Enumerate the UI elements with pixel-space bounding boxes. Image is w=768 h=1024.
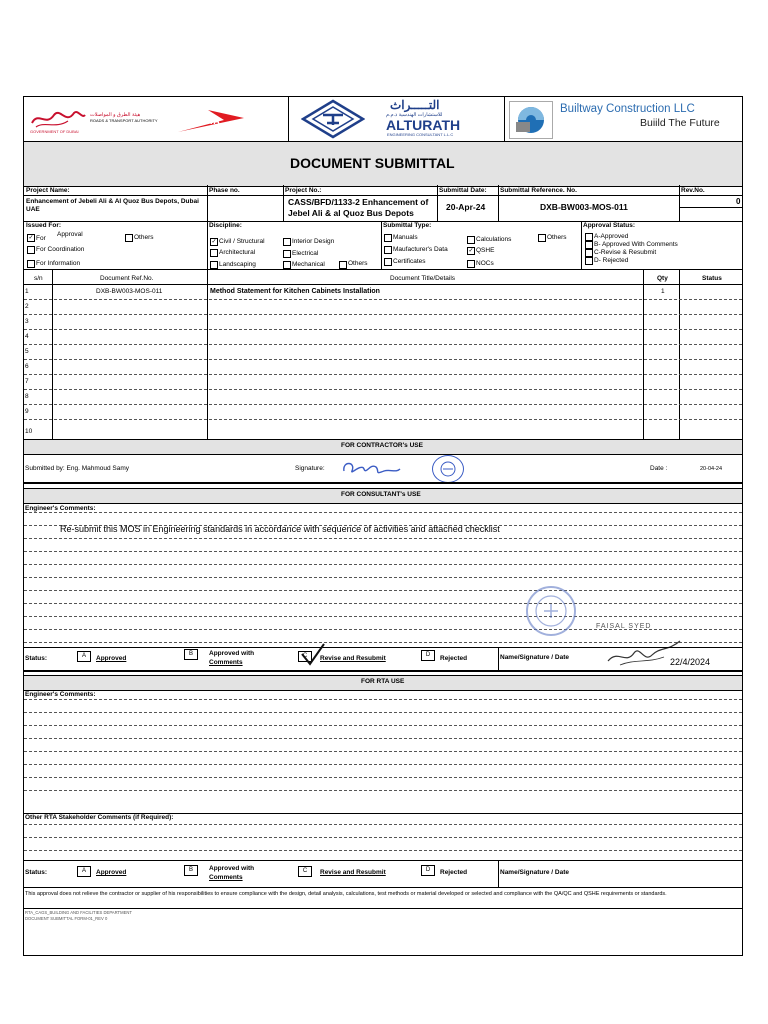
submitted-by: Submitted by: Eng. Mahmoud Samy <box>25 465 130 472</box>
interior-checkbox[interactable] <box>283 238 291 246</box>
consultant-name-sig: Name/Signature / Date <box>500 654 569 661</box>
company-name: Builtway Construction LLC <box>560 103 695 115</box>
landscaping-label: Landscaping <box>219 261 256 268</box>
rta-b-box[interactable]: B <box>184 865 198 876</box>
approval-label: Approval <box>57 231 83 238</box>
rta-other-lines <box>24 814 742 859</box>
submittal-form <box>23 96 743 956</box>
alturath-emblem-icon <box>301 99 365 139</box>
rta-c-box[interactable]: C <box>298 866 312 877</box>
signature-label: Signature: <box>295 465 325 472</box>
consultant-a-box[interactable]: A <box>77 651 91 662</box>
submittal-ref-value: DXB-BW003-MOS-011 <box>540 202 628 212</box>
gov-name: GOVERNMENT OF DUBAI <box>30 129 79 134</box>
phase-label: Phase no. <box>209 187 240 194</box>
nocs-label: NOCs <box>476 260 494 267</box>
signature-scribble-icon <box>340 457 404 479</box>
consultant-d-label: Rejected <box>440 655 468 662</box>
manufacturer-label: Maufacturer's Data <box>393 246 448 253</box>
rta-other-label: Other RTA Stakeholder Comments (if Required): <box>25 814 174 821</box>
issued-others-label: Others <box>134 234 154 241</box>
electrical-checkbox[interactable] <box>283 250 291 258</box>
rta-a-box[interactable]: A <box>77 866 91 877</box>
row-ref: DXB-BW003-MOS-011 <box>96 288 163 295</box>
contractor-signature <box>340 457 404 479</box>
consultant-handwritten-date: 22/4/2024 <box>670 657 711 667</box>
row-sn: 8 <box>25 393 29 400</box>
submittal-date-value: 20-Apr-24 <box>446 202 486 212</box>
dubai-calligraphy-icon <box>28 105 88 131</box>
civil-checkbox[interactable]: ✓ <box>211 239 217 245</box>
footer-dept: RTA_CAGS_BUILDING AND FACILITIES DEPARTMENT <box>25 910 132 915</box>
calculations-checkbox[interactable] <box>467 236 475 244</box>
consultant-c-box[interactable]: C <box>298 651 312 662</box>
consultant-status-label: Status: <box>25 655 48 662</box>
consultant-d-box[interactable]: D <box>421 650 435 661</box>
row-sn: 10 <box>25 428 33 435</box>
rta-status-label: Status: <box>25 869 48 876</box>
interior-label: Interior Design <box>292 238 335 245</box>
row-qty: 1 <box>661 288 665 295</box>
contractor-stamp <box>432 455 464 483</box>
th-sn: s/n <box>34 275 43 282</box>
consultant-a-label: Approved <box>96 655 127 662</box>
qshe-label: QSHE <box>476 247 495 254</box>
manufacturer-checkbox[interactable] <box>384 246 392 254</box>
table-row <box>24 314 742 330</box>
th-status: Status <box>702 275 722 282</box>
type-others-label: Others <box>547 234 567 241</box>
table-row <box>24 344 742 360</box>
status-d-checkbox[interactable] <box>585 257 593 265</box>
project-name-value-1: Enhancement of Jebeli Ali & Al Quoz Bus Depots, Dubai UAE <box>26 198 199 213</box>
rta-section-title: FOR RTA USE <box>361 678 405 685</box>
issued-others-checkbox[interactable] <box>125 234 133 242</box>
consultant-b-label-1: Approved with <box>209 650 255 657</box>
table-row <box>24 389 742 405</box>
certificates-checkbox[interactable] <box>384 258 392 266</box>
submittal-type-label: Submittal Type: <box>383 222 432 229</box>
status-c-label: C-Revise & Resubmit <box>594 249 657 256</box>
approval-status-label: Approval Status: <box>583 222 636 229</box>
architectural-label: Architectural <box>219 249 256 256</box>
consultant-c-label: Revise and Resubmit <box>320 655 386 662</box>
company-tagline: Buiild The Future <box>640 117 720 129</box>
mechanical-label: Mechanical <box>292 261 325 268</box>
table-row <box>24 419 742 440</box>
table-row <box>24 359 742 375</box>
alturath-name: ALTURATH <box>386 117 461 133</box>
for-information-label: For Information <box>36 260 81 267</box>
rta-d-label: Rejected <box>440 869 468 876</box>
consultant-comments-label: Engineer's Comments: <box>25 505 96 512</box>
nocs-checkbox[interactable] <box>467 260 475 268</box>
rta-logo-text: RTA <box>202 116 220 126</box>
calculations-label: Calculations <box>476 236 512 243</box>
rta-b-label-1: Approved with <box>209 865 255 872</box>
discipline-others-label: Others <box>348 260 368 267</box>
submittal-ref-label: Submittal Reference. No. <box>500 187 577 194</box>
table-row <box>24 374 742 390</box>
status-b-label: B- Approved With Comments <box>594 241 678 248</box>
status-d-label: D- Rejected <box>594 257 629 264</box>
certificates-label: Certificates <box>393 258 426 265</box>
for-information-checkbox[interactable] <box>27 260 35 268</box>
rta-name-ar: هيئة الطرق و المواصلات <box>90 112 141 118</box>
row-sn: 7 <box>25 378 29 385</box>
landscaping-checkbox[interactable] <box>210 261 218 269</box>
builtway-logo <box>509 101 553 139</box>
electrical-label: Electrical <box>292 250 319 257</box>
discipline-label: Discipline: <box>209 222 242 229</box>
for-coordination-checkbox[interactable] <box>27 246 35 254</box>
row-sn: 5 <box>25 348 29 355</box>
mechanical-checkbox[interactable] <box>283 261 291 269</box>
rta-logo <box>174 106 246 134</box>
alturath-name-ar: التـــــراث <box>390 98 440 112</box>
rta-a-label: Approved <box>96 869 127 876</box>
contractor-date-value: 20-04-24 <box>700 466 723 472</box>
issued-for-label: Issued For: <box>26 222 62 229</box>
discipline-others-checkbox[interactable] <box>339 261 347 269</box>
manuals-label: Manuals <box>393 234 418 241</box>
government-of-dubai-logo <box>28 105 88 135</box>
th-title: Document Title/Details <box>390 275 456 282</box>
consultant-b-box[interactable]: B <box>184 649 198 660</box>
rta-d-box[interactable]: D <box>421 865 435 876</box>
project-no-value: CASS/BFD/1133-2 Enhancement of Jebel Ali & al Quoz Bus Depots <box>288 197 429 218</box>
alturath-emblem <box>301 99 365 139</box>
civil-label: Civil / Structural <box>219 238 265 245</box>
alturath-sub-ar: للاستشارات الهندسية ذ.م.م <box>386 112 443 118</box>
consultant-comment: Re-submit this MOS in Engineering standards in accordance with sequence of activities and attached checklist <box>60 524 500 534</box>
rta-comment-lines <box>24 689 742 809</box>
architectural-checkbox[interactable] <box>210 249 218 257</box>
status-a-checkbox[interactable] <box>585 233 593 241</box>
row-sn: 9 <box>25 408 29 415</box>
rta-b-label-2: Comments <box>209 874 243 881</box>
rev-label: Rev.No. <box>681 187 705 194</box>
row-sn: 2 <box>25 303 29 310</box>
contractor-section-title: FOR CONTRACTOR's USE <box>341 442 423 449</box>
status-a-label: A-Approved <box>594 233 629 240</box>
disclaimer: This approval does not relieve the contractor or supplier of his responsibilities to ensure compliance with the design, detail analysis, calculations, test methods or material developed or selected and compliance with the QA/QC and QSHE requirements or standards. <box>25 891 667 897</box>
contractor-date-label: Date : <box>650 465 668 472</box>
project-name-label: Project Name: <box>26 187 70 194</box>
status-c-checkbox[interactable] <box>585 249 593 257</box>
project-no-label: Project No.: <box>285 187 322 194</box>
table-row <box>24 299 742 315</box>
row-title: Method Statement for Kitchen Cabinets Installation <box>210 288 380 295</box>
for-label: For <box>36 235 46 242</box>
page-title: DOCUMENT SUBMITTAL <box>290 155 455 171</box>
rta-comments-label: Engineer's Comments: <box>25 691 96 698</box>
consultant-stamp-name: FAISAL SYED <box>596 623 652 630</box>
status-b-checkbox[interactable] <box>585 241 593 249</box>
consultant-seal-icon <box>522 585 580 637</box>
for-coordination-label: For Coordination <box>36 246 85 253</box>
type-others-checkbox[interactable] <box>538 234 546 242</box>
row-sn: 1 <box>25 288 29 295</box>
consultant-b-label-2: Comments <box>209 659 243 666</box>
builtway-emblem-icon <box>510 102 552 138</box>
rta-c-label: Revise and Resubmit <box>320 869 386 876</box>
table-row <box>24 329 742 345</box>
row-sn: 6 <box>25 363 29 370</box>
row-sn: 4 <box>25 333 29 340</box>
table-row <box>24 284 742 299</box>
rta-name-sig: Name/Signature / Date <box>500 869 569 876</box>
for-approval-checkbox[interactable]: ✓ <box>28 235 34 241</box>
rta-name-en: ROADS & TRANSPORT AUTHORITY <box>90 118 158 123</box>
submittal-date-label: Submittal Date: <box>439 187 487 194</box>
row-sn: 3 <box>25 318 29 325</box>
footer-form: DOCUMENT SUBMITTAL FORM-01_REV 0 <box>25 916 108 921</box>
consultant-stamp <box>522 585 580 637</box>
manuals-checkbox[interactable] <box>384 234 392 242</box>
alturath-sub: ENGINEERING CONSULTANT L.L.C <box>387 132 454 137</box>
rev-value: 0 <box>736 197 741 206</box>
qshe-checkbox[interactable]: ✓ <box>468 248 474 254</box>
th-qty: Qty <box>657 275 668 282</box>
company-stamp-icon <box>433 456 463 482</box>
th-ref: Document Ref.No. <box>100 275 154 282</box>
table-row <box>24 404 742 420</box>
consultant-section-title: FOR CONSULTANT's USE <box>341 491 421 498</box>
